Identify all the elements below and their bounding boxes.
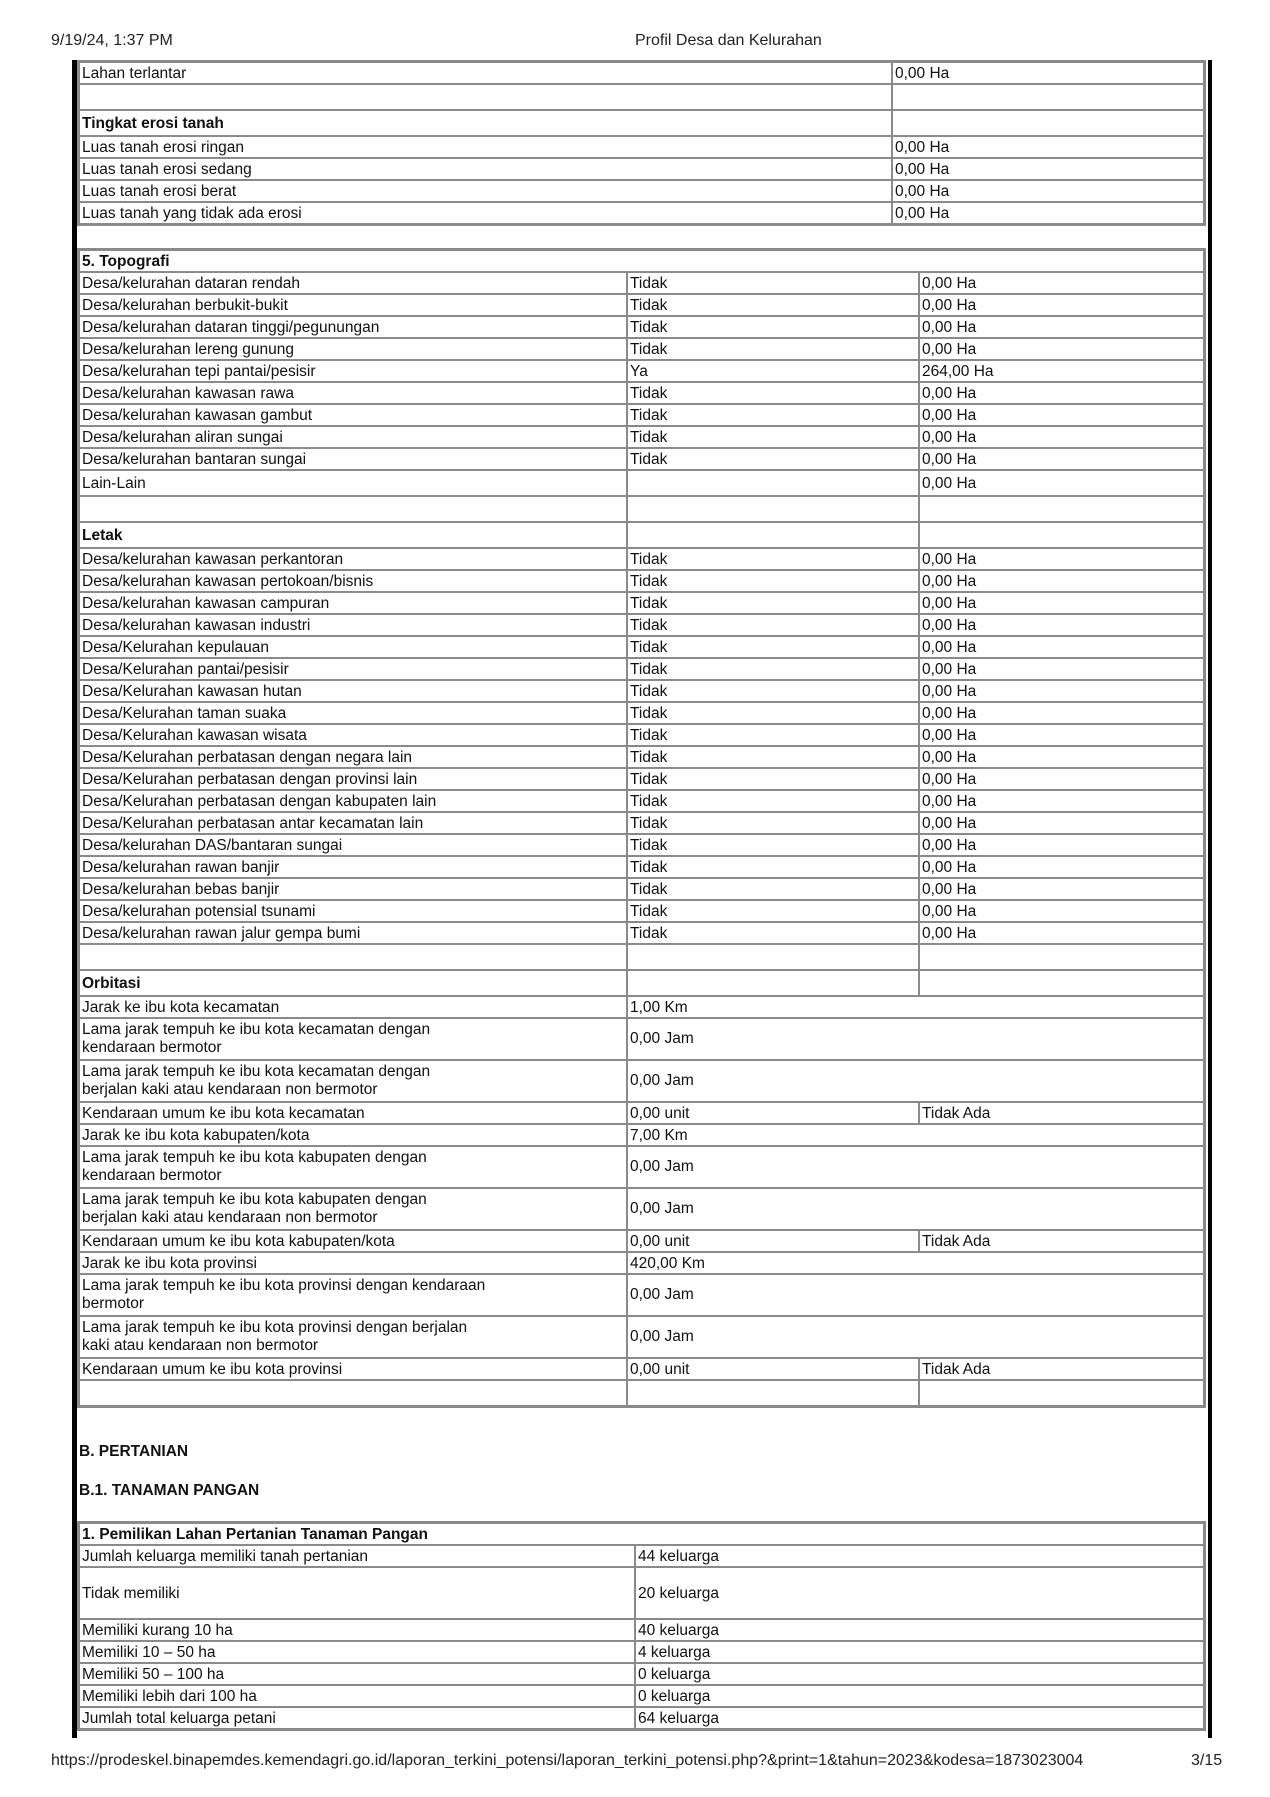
row-status: Tidak — [627, 812, 919, 834]
row-value: 4 keluarga — [635, 1641, 1204, 1663]
pemilikan-table — [77, 1521, 1206, 1731]
row-status: Tidak — [627, 294, 919, 316]
row-value: 0,00 Ha — [919, 834, 1204, 856]
table-row — [79, 448, 1204, 470]
table-row — [79, 1358, 1204, 1380]
row-value: 0,00 Ha — [919, 316, 1204, 338]
row-status: Tidak — [627, 338, 919, 360]
row-label: Memiliki 10 – 50 ha — [79, 1641, 635, 1663]
empty-cell — [919, 944, 1204, 970]
empty-cell — [79, 944, 627, 970]
row-status: Tidak — [627, 878, 919, 900]
page-number: 3/15 — [1191, 1752, 1223, 1769]
row-status: Tidak — [627, 636, 919, 658]
row-value: 0,00 Jam — [627, 1274, 1204, 1316]
row-label: Desa/kelurahan aliran sungai — [79, 426, 627, 448]
row-label: Lama jarak tempuh ke ibu kota kabupaten dengan kendaraan bermotor — [79, 1146, 627, 1188]
row-label: Memiliki lebih dari 100 ha — [79, 1685, 635, 1707]
empty-cell — [919, 970, 1204, 996]
table-row — [79, 272, 1204, 294]
row-status: Tidak — [627, 448, 919, 470]
table-row — [79, 636, 1204, 658]
row-value: 420,00 Km — [627, 1252, 1204, 1274]
row-value: 0,00 Ha — [892, 158, 1204, 180]
row-value: 0,00 Ha — [919, 548, 1204, 570]
row-label: Desa/kelurahan berbukit-bukit — [79, 294, 627, 316]
row-value: 0,00 Ha — [919, 426, 1204, 448]
table-row — [79, 136, 1204, 158]
row-label: Luas tanah erosi ringan — [79, 136, 892, 158]
row-value: 0,00 Jam — [627, 1060, 1204, 1102]
row-label: Desa/kelurahan bantaran sungai — [79, 448, 627, 470]
row-label: Jarak ke ibu kota kabupaten/kota — [79, 1124, 627, 1146]
print-datetime: 9/19/24, 1:37 PM — [51, 32, 173, 49]
row-label: Lain-Lain — [79, 470, 627, 496]
row-value: 0,00 Ha — [919, 658, 1204, 680]
table-row — [79, 1641, 1204, 1663]
row-label: Jumlah total keluarga petani — [79, 1707, 635, 1729]
table-row — [79, 1146, 1204, 1188]
row-label: Desa/kelurahan kawasan pertokoan/bisnis — [79, 570, 627, 592]
row-availability: Tidak Ada — [919, 1230, 1204, 1252]
table-row — [79, 900, 1204, 922]
row-value: 0,00 Jam — [627, 1316, 1204, 1358]
row-value: 0,00 Ha — [919, 294, 1204, 316]
row-label: Lama jarak tempuh ke ibu kota kabupaten dengan berjalan kaki atau kendaraan non bermotor — [79, 1188, 627, 1230]
empty-cell — [627, 1380, 919, 1406]
row-value: 0,00 Ha — [919, 790, 1204, 812]
row-label: Desa/Kelurahan kepulauan — [79, 636, 627, 658]
table-row — [79, 1124, 1204, 1146]
row-label: Desa/kelurahan tepi pantai/pesisir — [79, 360, 627, 382]
row-availability: Tidak Ada — [919, 1358, 1204, 1380]
empty-cell — [919, 522, 1204, 548]
table-row — [79, 592, 1204, 614]
empty-cell — [627, 944, 919, 970]
table-row — [79, 470, 1204, 496]
table-row — [79, 1230, 1204, 1252]
row-value: 0,00 Ha — [919, 592, 1204, 614]
row-status: Tidak — [627, 548, 919, 570]
table-row — [79, 614, 1204, 636]
row-label: Luas tanah erosi sedang — [79, 158, 892, 180]
row-value: 1,00 Km — [627, 996, 1204, 1018]
row-value: 0,00 Ha — [919, 382, 1204, 404]
section-title: Orbitasi — [79, 970, 627, 996]
row-status: Tidak — [627, 272, 919, 294]
row-value: 0,00 Ha — [892, 136, 1204, 158]
row-status: Tidak — [627, 426, 919, 448]
row-status: Tidak — [627, 856, 919, 878]
row-label: Desa/kelurahan kawasan rawa — [79, 382, 627, 404]
empty-cell — [892, 84, 1204, 110]
row-value: 0,00 Jam — [627, 1188, 1204, 1230]
row-label: Desa/Kelurahan perbatasan antar kecamatan lain — [79, 812, 627, 834]
table-row — [79, 768, 1204, 790]
table-row — [79, 1060, 1204, 1102]
row-value: 0,00 Ha — [892, 62, 1204, 84]
row-label: Lama jarak tempuh ke ibu kota kecamatan dengan berjalan kaki atau kendaraan non bermotor — [79, 1060, 627, 1102]
row-label: Luas tanah yang tidak ada erosi — [79, 202, 892, 224]
row-status: Tidak — [627, 404, 919, 426]
row-label: Jarak ke ibu kota provinsi — [79, 1252, 627, 1274]
table-row — [79, 62, 1204, 84]
table-row — [79, 812, 1204, 834]
row-value: 40 keluarga — [635, 1619, 1204, 1641]
row-status: Tidak — [627, 316, 919, 338]
table-row — [79, 250, 1204, 272]
table-row — [79, 110, 1204, 136]
row-label: Desa/Kelurahan taman suaka — [79, 702, 627, 724]
row-value: 20 keluarga — [635, 1567, 1204, 1619]
table-row — [79, 382, 1204, 404]
row-value: 0,00 Jam — [627, 1146, 1204, 1188]
row-value: 0,00 Ha — [919, 470, 1204, 496]
row-value: 0,00 Ha — [919, 338, 1204, 360]
table-row — [79, 316, 1204, 338]
table-row — [79, 1316, 1204, 1358]
row-label: Desa/kelurahan rawan jalur gempa bumi — [79, 922, 627, 944]
table-row — [79, 856, 1204, 878]
empty-cell — [919, 1380, 1204, 1406]
table-row — [79, 1663, 1204, 1685]
table-row — [79, 702, 1204, 724]
table-row — [79, 834, 1204, 856]
table-row — [79, 1274, 1204, 1316]
empty-cell — [79, 84, 892, 110]
table-row — [79, 338, 1204, 360]
section-heading-tanaman-pangan: B.1. TANAMAN PANGAN — [79, 1482, 260, 1499]
row-label: Desa/kelurahan kawasan industri — [79, 614, 627, 636]
table-row — [79, 680, 1204, 702]
row-status: Tidak — [627, 680, 919, 702]
row-value: 0,00 Ha — [919, 404, 1204, 426]
table-row — [79, 724, 1204, 746]
row-status: Tidak — [627, 614, 919, 636]
row-value: 0,00 Ha — [919, 746, 1204, 768]
row-status: Tidak — [627, 570, 919, 592]
empty-cell — [919, 496, 1204, 522]
row-status: Tidak — [627, 834, 919, 856]
page-title: Profil Desa dan Kelurahan — [635, 32, 822, 49]
table-row — [79, 1707, 1204, 1729]
row-value: 0,00 Ha — [919, 702, 1204, 724]
row-status: Tidak — [627, 790, 919, 812]
row-value: 0,00 Jam — [627, 1018, 1204, 1060]
row-value: 0 keluarga — [635, 1663, 1204, 1685]
table-row — [79, 1523, 1204, 1545]
row-label: Desa/Kelurahan perbatasan dengan kabupaten lain — [79, 790, 627, 812]
table-row — [79, 1619, 1204, 1641]
row-value: 0,00 Ha — [892, 202, 1204, 224]
right-border — [1208, 60, 1212, 1738]
row-label: Desa/Kelurahan perbatasan dengan negara lain — [79, 746, 627, 768]
empty-cell — [627, 970, 919, 996]
row-value: 0,00 unit — [627, 1230, 919, 1252]
row-status: Tidak — [627, 746, 919, 768]
row-value: 264,00 Ha — [919, 360, 1204, 382]
footer-url: https://prodeskel.binapemdes.kemendagri.go.id/laporan_terkini_potensi/laporan_terkini_potensi.php?&print=1&tahun=2023&kodesa=1873023004 — [51, 1752, 1084, 1769]
table-row — [79, 202, 1204, 224]
row-label: Desa/kelurahan potensial tsunami — [79, 900, 627, 922]
section-title: 5. Topografi — [79, 250, 1204, 272]
row-label: Kendaraan umum ke ibu kota kabupaten/kota — [79, 1230, 627, 1252]
row-value: 0,00 Ha — [919, 448, 1204, 470]
row-value: 0,00 Ha — [919, 614, 1204, 636]
row-label: Desa/Kelurahan kawasan hutan — [79, 680, 627, 702]
table-row — [79, 180, 1204, 202]
empty-cell — [627, 496, 919, 522]
erosi-section — [77, 60, 1206, 226]
row-label: Kendaraan umum ke ibu kota provinsi — [79, 1358, 627, 1380]
row-label: Desa/kelurahan dataran rendah — [79, 272, 627, 294]
row-label: Desa/kelurahan bebas banjir — [79, 878, 627, 900]
row-status: Tidak — [627, 592, 919, 614]
table-row — [79, 570, 1204, 592]
row-label: Desa/Kelurahan perbatasan dengan provinsi lain — [79, 768, 627, 790]
row-availability: Tidak Ada — [919, 1102, 1204, 1124]
row-value: 0,00 Ha — [919, 878, 1204, 900]
row-label: Lama jarak tempuh ke ibu kota provinsi dengan kendaraan bermotor — [79, 1274, 627, 1316]
table-row — [79, 658, 1204, 680]
row-status: Ya — [627, 360, 919, 382]
topografi-table — [77, 248, 1206, 1408]
empty-cell — [79, 1380, 627, 1406]
row-label: Desa/kelurahan DAS/bantaran sungai — [79, 834, 627, 856]
row-status: Tidak — [627, 768, 919, 790]
row-status: Tidak — [627, 702, 919, 724]
table-row — [79, 1685, 1204, 1707]
row-value: 0,00 Ha — [919, 724, 1204, 746]
row-value: 7,00 Km — [627, 1124, 1204, 1146]
row-value: 0,00 Ha — [892, 180, 1204, 202]
empty-cell — [627, 522, 919, 548]
table-row — [79, 158, 1204, 180]
row-label: Kendaraan umum ke ibu kota kecamatan — [79, 1102, 627, 1124]
row-status: Tidak — [627, 922, 919, 944]
table-row — [79, 1252, 1204, 1274]
table-row — [79, 922, 1204, 944]
row-label: Lahan terlantar — [79, 62, 892, 84]
table-row — [79, 1188, 1204, 1230]
row-status: Tidak — [627, 382, 919, 404]
table-row — [79, 548, 1204, 570]
table-row — [79, 746, 1204, 768]
empty-cell — [892, 110, 1204, 136]
table-row — [79, 522, 1204, 548]
table-row — [79, 294, 1204, 316]
empty-cell — [79, 496, 627, 522]
topografi-section — [77, 248, 1206, 1408]
row-label: Jumlah keluarga memiliki tanah pertanian — [79, 1545, 635, 1567]
row-value: 0,00 Ha — [919, 768, 1204, 790]
row-value: 0,00 Ha — [919, 856, 1204, 878]
table-row — [79, 996, 1204, 1018]
section-title: 1. Pemilikan Lahan Pertanian Tanaman Pangan — [79, 1523, 1204, 1545]
row-label: Lama jarak tempuh ke ibu kota provinsi dengan berjalan kaki atau kendaraan non bermotor — [79, 1316, 627, 1358]
row-status: Tidak — [627, 724, 919, 746]
row-value: 0,00 Ha — [919, 900, 1204, 922]
table-row — [79, 1018, 1204, 1060]
row-value: 0,00 Ha — [919, 636, 1204, 658]
row-label: Desa/kelurahan lereng gunung — [79, 338, 627, 360]
row-label: Lama jarak tempuh ke ibu kota kecamatan dengan kendaraan bermotor — [79, 1018, 627, 1060]
row-value: 0,00 Ha — [919, 680, 1204, 702]
row-value: 0,00 unit — [627, 1358, 919, 1380]
table-row — [79, 426, 1204, 448]
section-title: Tingkat erosi tanah — [79, 110, 892, 136]
row-label: Jarak ke ibu kota kecamatan — [79, 996, 627, 1018]
row-value: 0,00 Ha — [919, 272, 1204, 294]
row-status — [627, 470, 919, 496]
row-label: Desa/kelurahan dataran tinggi/pegunungan — [79, 316, 627, 338]
row-label: Desa/kelurahan kawasan gambut — [79, 404, 627, 426]
row-value: 44 keluarga — [635, 1545, 1204, 1567]
table-row — [79, 970, 1204, 996]
row-value: 0,00 Ha — [919, 570, 1204, 592]
row-value: 0,00 Ha — [919, 812, 1204, 834]
row-label: Desa/kelurahan rawan banjir — [79, 856, 627, 878]
pemilikan-section — [77, 1521, 1206, 1731]
row-status: Tidak — [627, 900, 919, 922]
table-row — [79, 1567, 1204, 1619]
row-label: Desa/kelurahan kawasan campuran — [79, 592, 627, 614]
row-status: Tidak — [627, 658, 919, 680]
table-row — [79, 1102, 1204, 1124]
table-row — [79, 790, 1204, 812]
row-label: Desa/Kelurahan pantai/pesisir — [79, 658, 627, 680]
row-label: Desa/Kelurahan kawasan wisata — [79, 724, 627, 746]
row-value: 0 keluarga — [635, 1685, 1204, 1707]
row-label: Memiliki kurang 10 ha — [79, 1619, 635, 1641]
table-row — [79, 404, 1204, 426]
row-value: 0,00 Ha — [919, 922, 1204, 944]
row-value: 64 keluarga — [635, 1707, 1204, 1729]
row-value: 0,00 unit — [627, 1102, 919, 1124]
table-row — [79, 360, 1204, 382]
row-label: Tidak memiliki — [79, 1567, 635, 1619]
erosi-table — [77, 60, 1206, 226]
row-label: Desa/kelurahan kawasan perkantoran — [79, 548, 627, 570]
row-label: Luas tanah erosi berat — [79, 180, 892, 202]
row-label: Memiliki 50 – 100 ha — [79, 1663, 635, 1685]
section-heading-pertanian: B. PERTANIAN — [79, 1443, 189, 1460]
table-row — [79, 1545, 1204, 1567]
section-title: Letak — [79, 522, 627, 548]
table-row — [79, 878, 1204, 900]
